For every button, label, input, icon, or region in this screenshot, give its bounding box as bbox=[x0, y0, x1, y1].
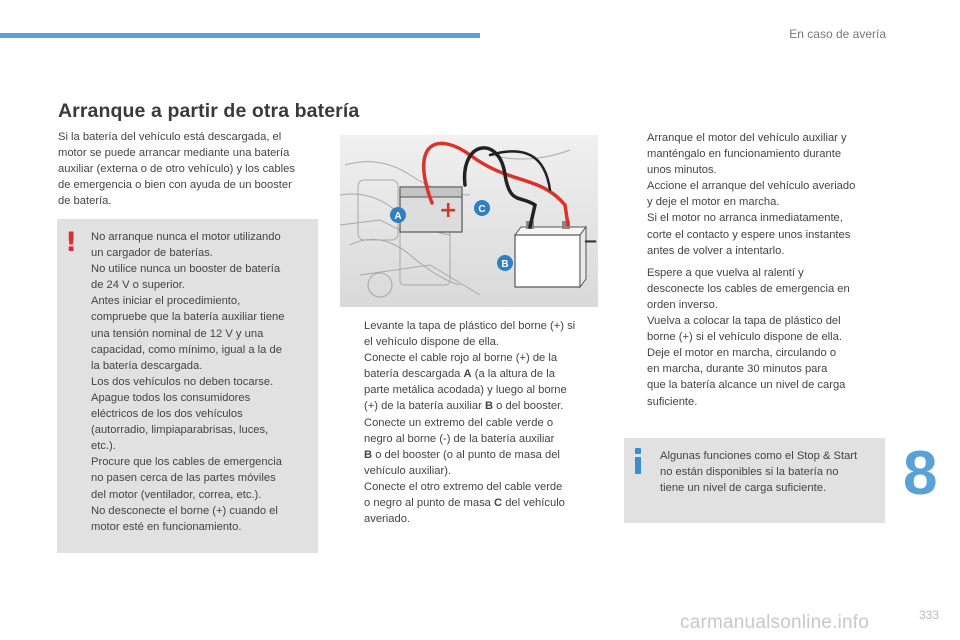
svg-text:A: A bbox=[394, 211, 402, 222]
exclamation-icon: ! bbox=[65, 227, 78, 258]
step-item bbox=[623, 313, 855, 345]
step-line: Vuelva a colocar la tapa de plástico del bbox=[647, 315, 841, 328]
step-line: Espere a que vuelva al ralentí y bbox=[647, 266, 804, 279]
plus-sign: + bbox=[439, 198, 458, 223]
chapter-number: 8 bbox=[903, 439, 938, 508]
step-item bbox=[623, 178, 855, 258]
info-text bbox=[660, 448, 857, 496]
text-line: de batería. bbox=[58, 195, 112, 208]
step-line: suficiente. bbox=[647, 395, 698, 408]
text-line: No utilice nunca un booster de batería bbox=[91, 263, 281, 276]
page-number: 333 bbox=[918, 608, 939, 622]
text-line: etc.). bbox=[91, 440, 116, 453]
label-c bbox=[474, 200, 490, 216]
step-line: Deje el motor en marcha, circulando o bbox=[647, 347, 837, 360]
step-line: Conecte el otro extremo del cable verde bbox=[364, 480, 563, 493]
step-line: o negro al punto de masa C del vehículo bbox=[364, 497, 565, 510]
step-line: Conecte un extremo del cable verde o bbox=[364, 416, 554, 429]
text-line: tiene un nivel de carga suficiente. bbox=[660, 482, 827, 495]
text-line: Antes iniciar el procedimiento, bbox=[91, 295, 241, 308]
text-line: un cargador de baterías. bbox=[91, 247, 213, 260]
step-line: vehículo auxiliar). bbox=[364, 464, 452, 477]
steps-list-middle bbox=[340, 318, 575, 527]
svg-text:B: B bbox=[501, 259, 509, 270]
section-title: En caso de avería bbox=[789, 27, 886, 41]
step-line: parte metálica acodada) y luego al borne bbox=[364, 384, 567, 397]
info-box bbox=[624, 438, 885, 523]
step-line: que la batería alcance un nivel de carga bbox=[647, 379, 846, 392]
text-line: del motor (ventilador, correa, etc.). bbox=[91, 488, 262, 501]
text-line: de emergencia o bien con ayuda de un booster bbox=[58, 179, 292, 192]
label-a bbox=[390, 207, 406, 223]
step-line: Accione el arranque del vehículo averiado bbox=[647, 180, 856, 193]
jump-start-illustration bbox=[340, 135, 598, 307]
step-line: unos minutos. bbox=[647, 164, 717, 177]
step-item bbox=[623, 345, 855, 409]
step-line: (+) de la batería auxiliar B o del booster. bbox=[364, 400, 564, 413]
step-line: B o del booster (o al punto de masa del bbox=[364, 448, 560, 461]
step-line: negro al borne (-) de la batería auxiliar bbox=[364, 432, 555, 445]
steps-list-right bbox=[623, 130, 855, 410]
text-line: una tensión nominal de 12 V y una bbox=[91, 327, 264, 340]
step-item bbox=[340, 350, 575, 414]
step-line: Levante la tapa de plástico del borne (+) si bbox=[364, 320, 576, 332]
step-line: antes de volver a intentarlo. bbox=[647, 244, 785, 257]
step-line: Si el motor no arranca inmediatamente, bbox=[647, 212, 843, 225]
step-line: Conecte el cable rojo al borne (+) de la bbox=[364, 352, 558, 365]
page-title: Arranque a partir de otra batería bbox=[58, 100, 360, 122]
text-line: no pasen cerca de las partes móviles bbox=[91, 472, 276, 485]
step-line: averiado. bbox=[364, 513, 411, 526]
step-line: el vehículo dispone de ella. bbox=[364, 336, 499, 349]
warning-box bbox=[57, 219, 318, 553]
step-item bbox=[340, 479, 575, 527]
step-line: corte el contacto y espere unos instantes bbox=[647, 228, 851, 241]
warning-text bbox=[91, 229, 284, 535]
step-line: manténgalo en funcionamiento durante bbox=[647, 148, 842, 161]
step-item bbox=[340, 318, 575, 350]
text-line: auxiliar (externa o de otro vehículo) y los cables bbox=[58, 163, 295, 176]
step-line: orden inverso. bbox=[647, 298, 718, 311]
text-line: capacidad, como mínimo, igual a la de bbox=[91, 343, 282, 356]
intro-paragraph bbox=[58, 129, 320, 209]
text-line: No arranque nunca el motor utilizando bbox=[91, 231, 281, 243]
text-line: (autorradio, limpiaparabrisas, luces, bbox=[91, 424, 269, 437]
text-line: la batería descargada. bbox=[91, 359, 203, 372]
auxiliary-battery bbox=[515, 221, 586, 287]
text-line: no están disponibles si la batería no bbox=[660, 466, 839, 479]
watermark: carmanualsonline.info bbox=[680, 612, 870, 633]
text-line: No desconecte el borne (+) cuando el bbox=[91, 504, 278, 517]
step-item bbox=[623, 265, 855, 313]
text-line: Procure que los cables de emergencia bbox=[91, 456, 282, 469]
text-line: Algunas funciones como el Stop & Start bbox=[660, 450, 858, 462]
header-accent-bar bbox=[0, 33, 480, 38]
text-line: Apague todos los consumidores bbox=[91, 391, 251, 404]
svg-text:C: C bbox=[478, 204, 486, 215]
step-item bbox=[623, 130, 855, 178]
text-line: eléctricos de los dos vehículos bbox=[91, 408, 243, 421]
text-line: compruebe que la batería auxiliar tiene bbox=[91, 311, 285, 324]
text-line: motor esté en funcionamiento. bbox=[91, 520, 242, 533]
text-line: motor se puede arrancar mediante una batería bbox=[58, 147, 290, 160]
step-item bbox=[340, 415, 575, 479]
step-line: batería descargada A (a la altura de la bbox=[364, 368, 555, 381]
step-line: en marcha, durante 30 minutos para bbox=[647, 363, 828, 376]
text-line: Los dos vehículos no deben tocarse. bbox=[91, 375, 274, 388]
minus-sign: − bbox=[583, 231, 598, 252]
step-line: y deje el motor en marcha. bbox=[647, 196, 780, 209]
text-line: de 24 V o superior. bbox=[91, 279, 185, 292]
text-line: Si la batería del vehículo está descargada, el bbox=[58, 131, 282, 143]
info-icon bbox=[635, 448, 642, 474]
step-line: borne (+) si el vehículo dispone de ella. bbox=[647, 331, 842, 344]
label-b bbox=[497, 255, 513, 271]
step-line: Arranque el motor del vehículo auxiliar y bbox=[647, 132, 847, 144]
step-line: desconecte los cables de emergencia en bbox=[647, 282, 850, 295]
